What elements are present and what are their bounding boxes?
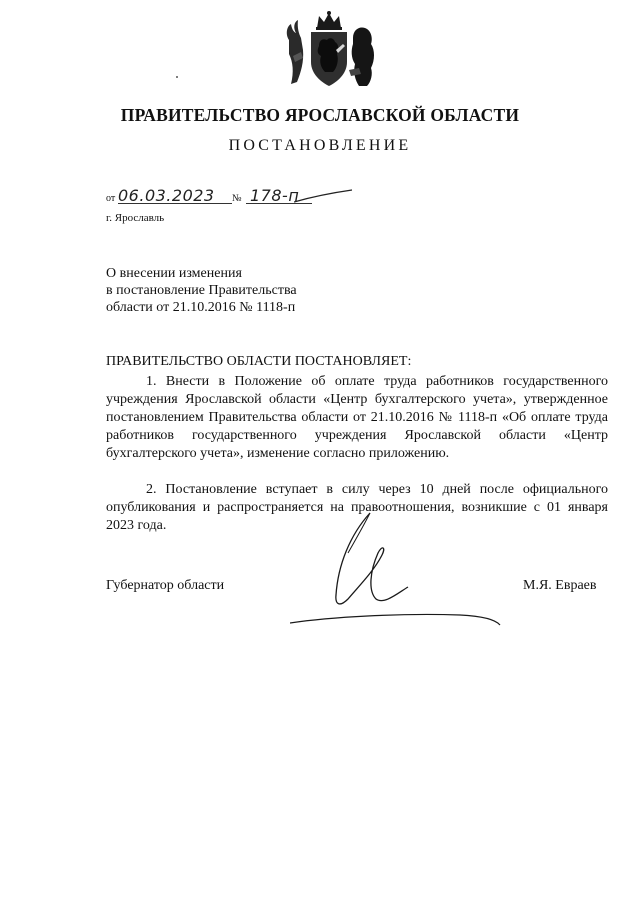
scan-speck (176, 76, 178, 78)
paragraph-1: 1. Внести в Положение об оплате труда работников государственного учреждения Ярославской области «Центр бухгалтерского учета», утвержденное постановлением Правительства области от 21.10.2016 № 1118-п «Об оплате труда работников государственного учреждения Ярославской области «Центр бухгалтерского учета», изменение согласно приложению. (106, 374, 608, 461)
coat-of-arms-icon (279, 10, 379, 94)
number-swash-stroke (294, 188, 354, 206)
signatory-position: Губернатор области (106, 578, 225, 593)
signatory-name: М.Я. Евраев (523, 578, 597, 593)
subject-line-3: области от 21.10.2016 № 1118-п (106, 300, 296, 315)
organization-title: ПРАВИТЕЛЬСТВО ЯРОСЛАВСКОЙ ОБЛАСТИ (120, 105, 520, 125)
date-prefix-label: от (106, 193, 116, 204)
resolution-heading: ПРАВИТЕЛЬСТВО ОБЛАСТИ ПОСТАНОВЛЯЕТ: (106, 354, 412, 369)
date-underline (118, 203, 232, 204)
document-type-title: ПОСТАНОВЛЕНИЕ (228, 137, 412, 154)
date-number-line (106, 186, 346, 210)
paragraph-2: 2. Постановление вступает в силу через 10 дней после официального опубликования и распространяется на правоотношения, возникшие с 01 января 2023 года. (106, 482, 608, 533)
crown-icon (316, 11, 342, 30)
subject-line-2: в постановление Правительства (106, 283, 297, 298)
handwritten-signature (290, 495, 505, 635)
handwritten-number: 178-п (250, 186, 300, 205)
subject-line-1: О внесении изменения (106, 266, 242, 281)
number-label: № (232, 193, 242, 204)
handwritten-date: 06.03.2023 (118, 186, 215, 205)
document-subject (106, 265, 297, 316)
city-label: г. Ярославль (106, 212, 165, 224)
